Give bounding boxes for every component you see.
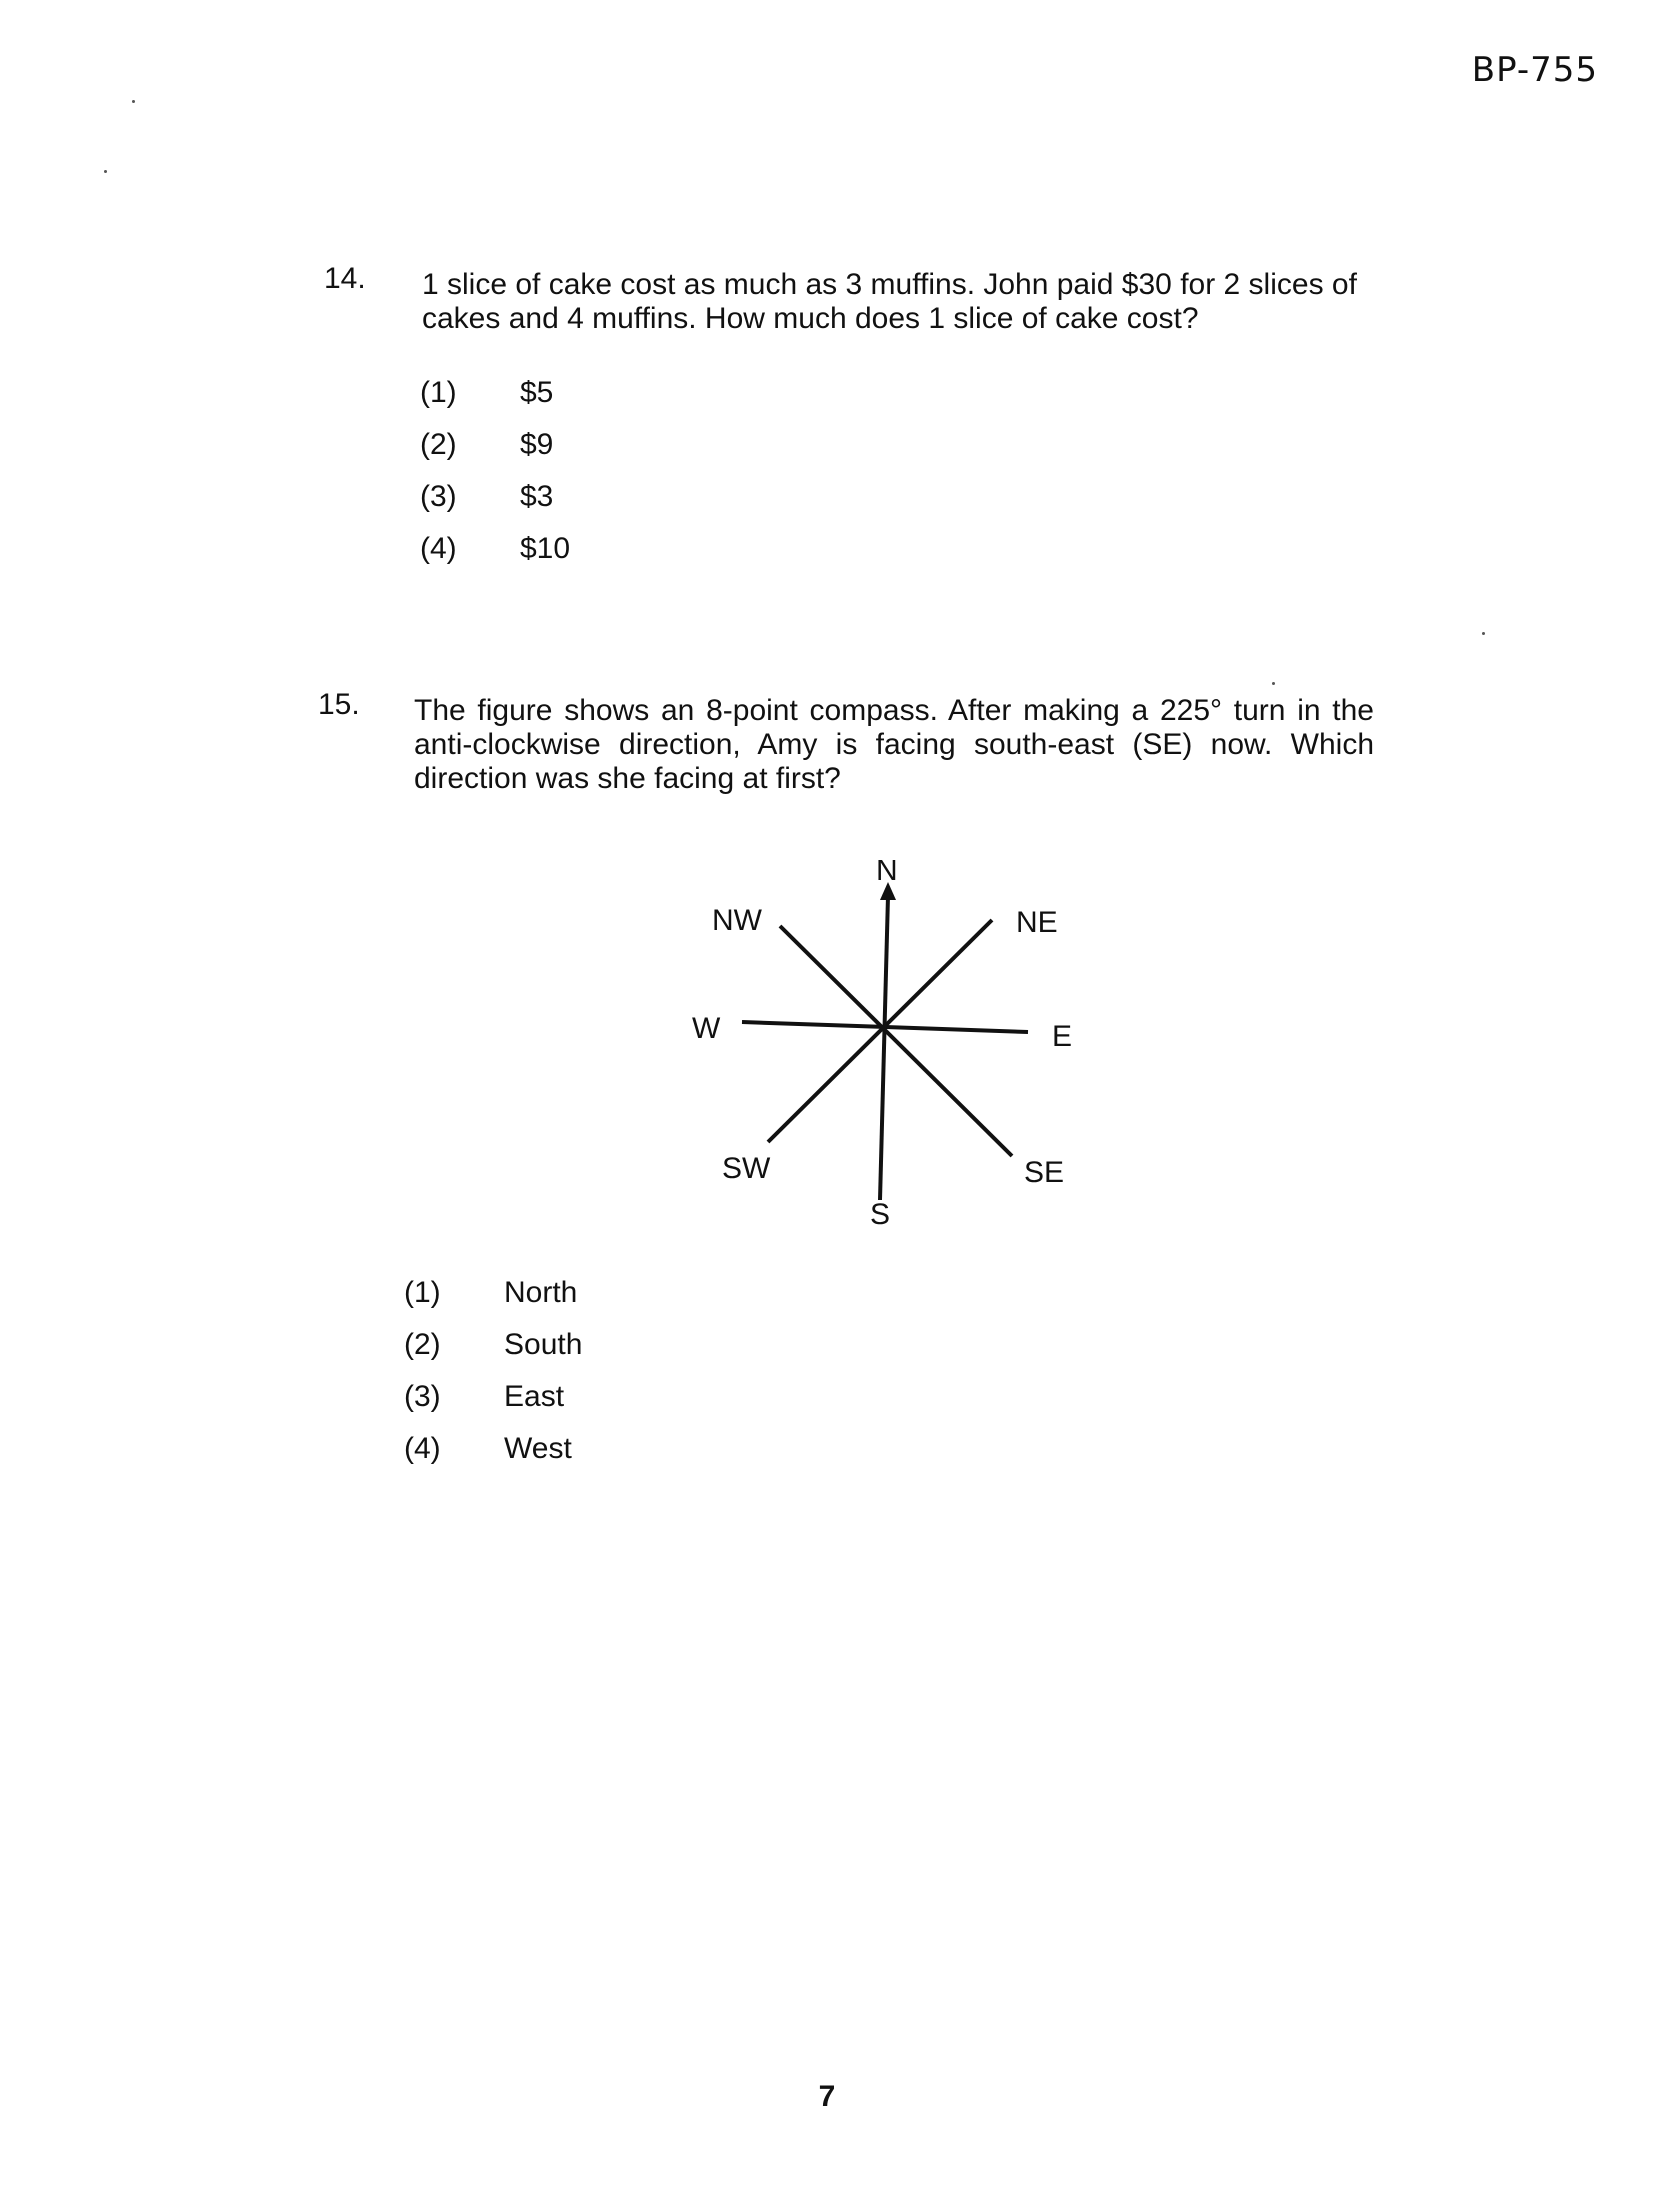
answer-option[interactable] [404,1432,572,1466]
option-label: (3) [404,1380,441,1413]
option-value: North [504,1276,578,1309]
compass-diagram [680,860,1100,1240]
answer-option[interactable] [420,376,553,410]
question-text: 1 slice of cake cost as much as 3 muffins. John paid $30 for 2 slices of cakes and 4 muffins. How much does 1 slice of cake cost? [422,268,1357,335]
question-text: The figure shows an 8-point compass. After making a 225° turn in the anti-clockwise direction, Amy is facing south-east (SE) now. Which direction was she facing at first? [414,694,1374,795]
answer-option[interactable] [420,428,553,462]
option-value: South [504,1328,583,1361]
compass-label-sw: SW [722,1152,771,1185]
answer-option[interactable] [404,1276,577,1310]
option-value: $3 [520,480,554,513]
option-value: $5 [520,376,554,409]
compass-label-ne: NE [1016,906,1058,939]
scan-speck [1272,682,1275,685]
answer-option[interactable] [404,1380,564,1414]
answer-option[interactable] [420,532,570,566]
compass-label-e: E [1052,1020,1073,1053]
scan-speck [104,170,107,173]
option-label: (1) [420,376,457,409]
page-number: 7 [818,2080,836,2113]
scan-speck [132,100,135,103]
option-label: (4) [420,532,457,565]
compass-label-se: SE [1024,1156,1065,1189]
compass-line-nwse [780,926,1012,1156]
option-value: $9 [520,428,554,461]
option-value: West [504,1432,572,1465]
question-number: 15. [318,688,360,721]
option-label: (3) [420,480,457,513]
option-label: (2) [404,1328,441,1361]
option-label: (4) [404,1432,441,1465]
option-value: $10 [520,532,571,565]
scan-speck [1482,632,1485,635]
compass-label-n: N [876,860,898,887]
compass-label-w: W [692,1012,721,1045]
compass-label-s: S [870,1198,891,1231]
question-number: 14. [324,262,366,295]
document-code: BP-755 [1471,50,1598,90]
compass-label-nw: NW [712,904,762,937]
option-value: East [504,1380,565,1413]
option-label: (2) [420,428,457,461]
answer-option[interactable] [404,1328,582,1362]
option-label: (1) [404,1276,441,1309]
compass-line-ns [880,896,888,1200]
answer-option[interactable] [420,480,553,514]
